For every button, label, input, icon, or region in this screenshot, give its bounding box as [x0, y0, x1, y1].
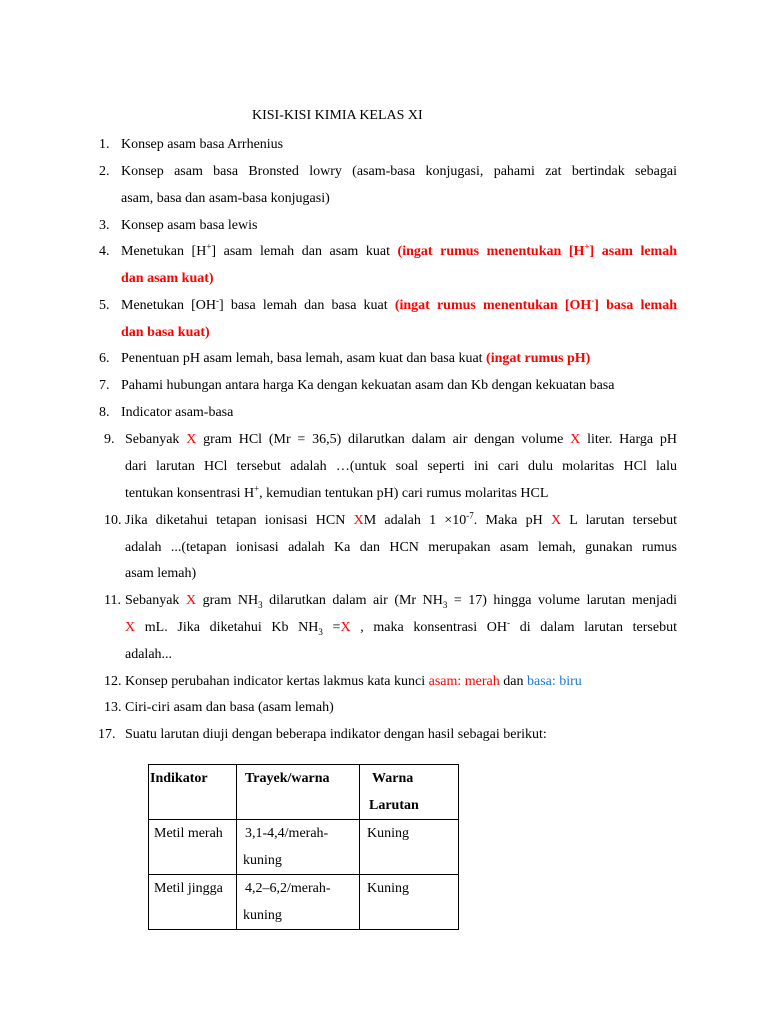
superscript: -: [507, 617, 511, 628]
list-item-text: Suatu larutan diuji dengan beberapa indikator dengan hasil sebagai berikut:: [125, 727, 547, 742]
item-number: 13.: [104, 700, 122, 715]
cell-text: Metil merah: [154, 826, 223, 841]
superscript: -: [216, 295, 220, 306]
subscript: 3: [318, 626, 323, 637]
cell-text: Kuning: [367, 826, 409, 841]
list-item-text: [125, 617, 677, 637]
superscript: +: [206, 241, 212, 252]
table-cell: [237, 875, 360, 930]
variable-x: X: [550, 513, 562, 528]
highlight-note: [397, 241, 677, 259]
cell-text: kuning: [243, 908, 282, 923]
variable-x: X: [570, 432, 581, 447]
variable-x: X: [340, 620, 351, 635]
list-item-text: [125, 483, 677, 502]
text-segment: Sebanyak: [125, 593, 186, 608]
table-cell: [360, 820, 459, 875]
text-segment: tentukan konsentrasi H: [125, 486, 255, 501]
subscript: 3: [258, 599, 263, 610]
text-segment: Konsep perubahan indicator kertas lakmus kata kunci: [125, 674, 429, 689]
item-number: 17.: [98, 727, 116, 742]
list-item-text: Konsep asam basa Arrhenius: [121, 137, 284, 152]
text-segment: M adalah 1 ×10: [363, 513, 467, 528]
highlight-note: [394, 295, 677, 313]
base-keyword: basa: biru: [526, 674, 582, 689]
text-segment: gram HCl (Mr = 36,5) dilarutkan dalam air dengan volume: [196, 432, 571, 447]
text-segment: liter. Harga pH: [580, 432, 677, 447]
text-segment: ] asam lemah dan asam kuat: [211, 244, 398, 259]
variable-x: X: [125, 620, 136, 635]
superscript: -: [591, 295, 595, 306]
item-number: 4.: [99, 244, 110, 259]
text-segment: dilarutkan dalam air (Mr NH: [262, 593, 443, 608]
list-item-text: [125, 674, 677, 690]
item-number: 11.: [104, 593, 121, 608]
list-item-text: [125, 432, 677, 448]
superscript: +: [254, 483, 260, 494]
item-number: 6.: [99, 351, 110, 366]
list-item-text: asam, basa dan asam-basa konjugasi): [121, 191, 330, 206]
text-segment: Menetukan [OH: [121, 298, 217, 313]
table-cell: [149, 820, 237, 875]
acid-keyword: asam: merah: [428, 674, 500, 689]
list-item-text: Konsep asam basa lewis: [121, 218, 258, 233]
highlight-note: (ingat rumus pH): [486, 351, 591, 366]
superscript: +: [584, 241, 590, 252]
list-item-text: Pahami hubungan antara harga Ka dengan kekuatan asam dan Kb dengan kekuatan basa: [121, 378, 615, 393]
cell-text: 4,2–6,2/merah-: [245, 881, 331, 896]
item-number: 5.: [99, 298, 110, 313]
text-segment: ] basa lemah dan basa kuat: [219, 298, 395, 313]
item-number: 1.: [99, 137, 110, 152]
text-segment: Penentuan pH asam lemah, basa lemah, asam kuat dan basa kuat: [121, 351, 487, 366]
table-row: [149, 820, 459, 875]
text-segment: , maka konsentrasi OH: [350, 620, 508, 635]
table-header: [149, 765, 237, 820]
text-segment: . Maka pH: [473, 513, 551, 528]
table-header: [237, 765, 360, 820]
text-segment: mL. Jika diketahui Kb NH: [135, 620, 319, 635]
text-segment: di dalam larutan tersebut: [510, 620, 677, 635]
header-label: Indikator: [150, 771, 208, 786]
cell-text: Kuning: [367, 881, 409, 896]
text-segment: =: [322, 620, 341, 635]
list-item-text: [125, 593, 677, 609]
list-item-text: Ciri-ciri asam dan basa (asam lemah): [125, 700, 334, 715]
list-item-text: [121, 295, 677, 314]
text-segment: dan: [499, 674, 527, 689]
subscript: 3: [442, 599, 448, 610]
list-item-text: dari larutan HCl tersebut adalah …(untuk soal seperti ini cari dulu molaritas HCl lalu: [125, 459, 677, 474]
item-number: 10.: [104, 513, 122, 528]
item-number: 2.: [99, 164, 110, 179]
list-item-text: Konsep asam basa Bronsted lowry (asam-basa konjugasi, pahami zat bertindak sebagai: [121, 164, 677, 179]
text-segment: Jika diketahui tetapan ionisasi HCN: [125, 513, 354, 528]
header-label: Trayek/warna: [245, 771, 330, 786]
variable-x: X: [353, 513, 364, 528]
list-item-text: Indicator asam-basa: [121, 405, 234, 420]
item-number: 7.: [99, 378, 110, 393]
variable-x: X: [186, 432, 197, 447]
item-number: 12.: [104, 674, 122, 689]
text-segment: (ingat rumus menentukan [OH: [394, 298, 592, 313]
variable-x: X: [185, 593, 197, 608]
text-segment: (ingat rumus menentukan [H: [397, 244, 585, 259]
table-header-row: [149, 765, 459, 820]
list-item-text: [121, 241, 677, 260]
table-cell: [149, 875, 237, 930]
superscript: -7: [466, 510, 474, 521]
cell-text: 3,1-4,4/merah-: [245, 826, 329, 841]
text-segment: , kemudian tentukan pH) cari rumus molaritas HCL: [259, 486, 549, 501]
item-number: 3.: [99, 218, 110, 233]
item-number: 9.: [104, 432, 115, 447]
list-item-text: [125, 510, 677, 529]
text-segment: = 17) hingga volume larutan menjadi: [447, 593, 677, 608]
table-header: [360, 765, 459, 820]
list-item-text: adalah ...(tetapan ionisasi adalah Ka dan HCN merupakan asam lemah, gunakan rumus: [125, 540, 677, 555]
highlight-note: dan basa kuat): [121, 325, 210, 340]
header-label: Larutan: [369, 798, 419, 813]
text-segment: Menetukan [H: [121, 244, 207, 259]
document-title: KISI-KISI KIMIA KELAS XI: [252, 108, 423, 123]
table-cell: [360, 875, 459, 930]
table-cell: [237, 820, 360, 875]
text-segment: Sebanyak: [125, 432, 187, 447]
table-row: [149, 875, 459, 930]
text-segment: L larutan tersebut: [561, 513, 677, 528]
highlight-note: dan asam kuat): [121, 271, 214, 286]
text-segment: ] asam lemah: [589, 244, 677, 259]
cell-text: Metil jingga: [154, 881, 223, 896]
header-label: Warna: [372, 771, 414, 786]
item-number: 8.: [99, 405, 110, 420]
list-item-text: adalah...: [125, 647, 173, 662]
list-item-text: asam lemah): [125, 566, 197, 581]
text-segment: gram NH: [196, 593, 259, 608]
indicator-table: [148, 764, 459, 930]
cell-text: kuning: [243, 853, 282, 868]
list-item-text: [121, 351, 677, 367]
text-segment: ] basa lemah: [594, 298, 677, 313]
